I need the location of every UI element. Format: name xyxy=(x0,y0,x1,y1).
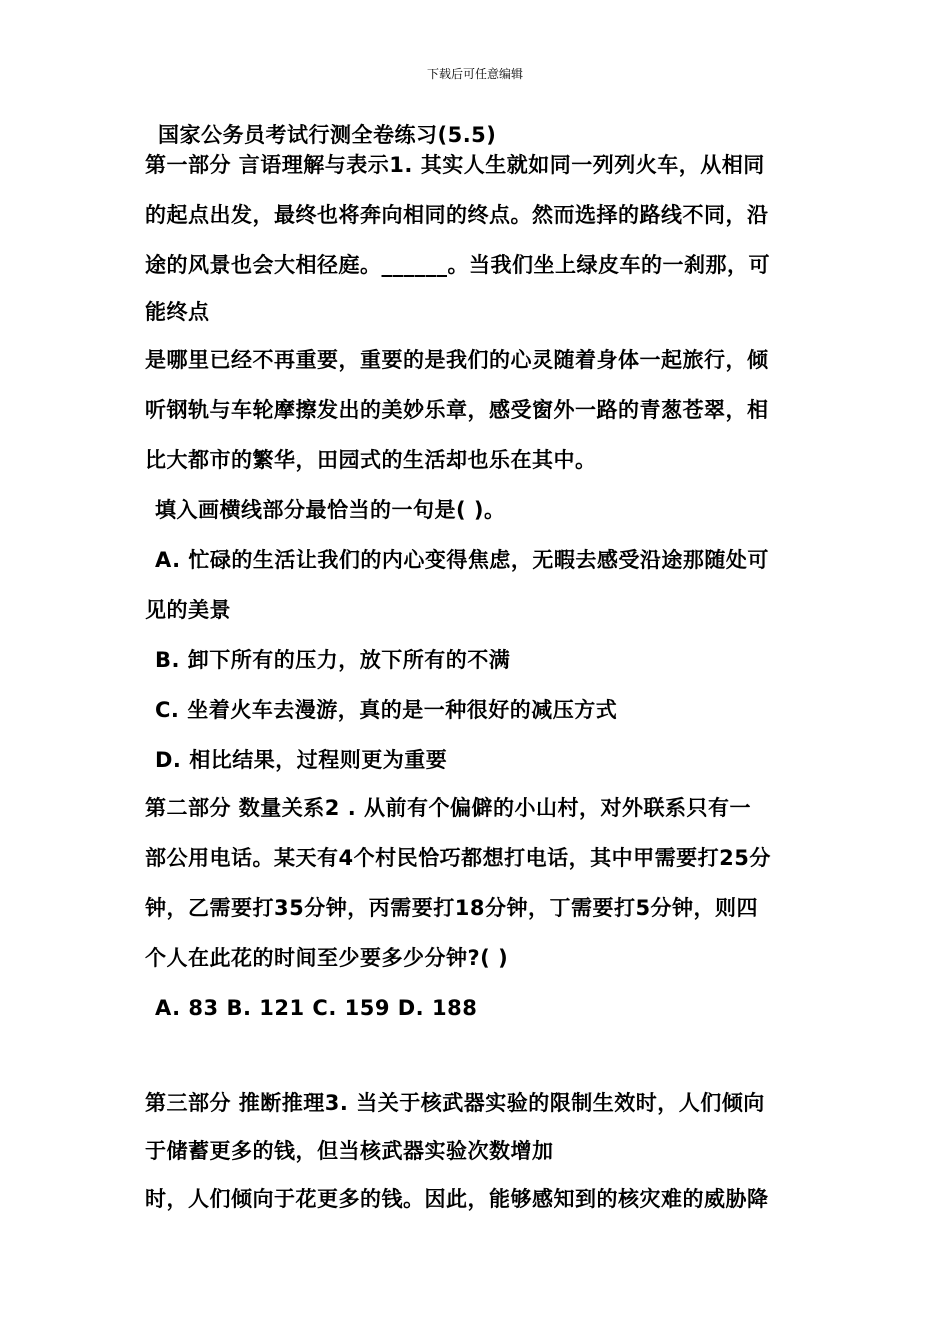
text-line: 见的美景 xyxy=(145,598,231,622)
question-prompt: 填入画横线部分最恰当的一句是( )。 xyxy=(155,498,506,522)
option-c: C. 坐着火车去漫游，真的是一种很好的减压方式 xyxy=(155,698,618,722)
answer-options: A. 83 B. 121 C. 159 D. 188 xyxy=(155,996,478,1020)
text-line: 的起点出发，最终也将奔向相同的终点。然而选择的路线不同，沿 xyxy=(145,203,769,227)
text-line: 部公用电话。某天有4个村民恰巧都想打电话，其中甲需要打25分 xyxy=(145,846,771,870)
text-line: 途的风景也会大相径庭。______。当我们坐上绿皮车的一刹那，可 xyxy=(145,253,770,277)
text-line: 时，人们倾向于花更多的钱。因此，能够感知到的核灾难的威胁降 xyxy=(145,1187,769,1211)
document-title: 国家公务员考试行测全卷练习(5.5) xyxy=(158,123,497,147)
page-header: 下载后可任意编辑 xyxy=(426,67,523,81)
text-line: 听钢轨与车轮摩擦发出的美妙乐章，感受窗外一路的青葱苍翠，相 xyxy=(145,398,769,422)
text-line: 能终点 xyxy=(145,300,210,324)
text-line: 个人在此花的时间至少要多少分钟?( ) xyxy=(145,946,509,970)
option-d: D. 相比结果，过程则更为重要 xyxy=(155,748,448,772)
option-b: B. 卸下所有的压力，放下所有的不满 xyxy=(155,648,511,672)
text-line: 于储蓄更多的钱，但当核武器实验次数增加 xyxy=(145,1139,554,1163)
text-line: 是哪里已经不再重要，重要的是我们的心灵随着身体一起旅行，倾 xyxy=(145,348,769,372)
text-line: 第二部分 数量关系2 . 从前有个偏僻的小山村，对外联系只有一 xyxy=(145,796,752,820)
text-line: 第一部分 言语理解与表示1. 其实人生就如同一列列火车，从相同 xyxy=(145,153,765,177)
text-line: 比大都市的繁华，田园式的生活却也乐在其中。 xyxy=(145,448,597,472)
text-line: 钟，乙需要打35分钟，丙需要打18分钟，丁需要打5分钟，则四 xyxy=(145,896,759,920)
option-a: A. 忙碌的生活让我们的内心变得焦虑，无暇去感受沿途那随处可 xyxy=(155,548,769,572)
text-line: 第三部分 推断推理3. 当关于核武器实验的限制生效时，人们倾向 xyxy=(145,1091,765,1115)
